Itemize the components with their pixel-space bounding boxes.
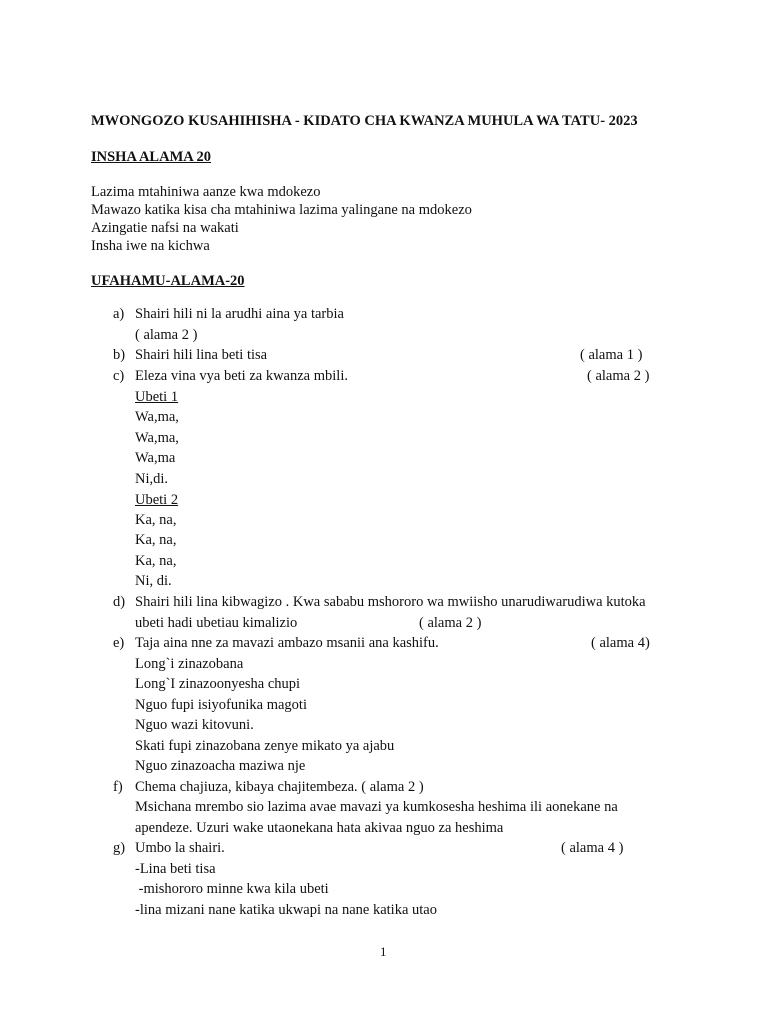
insha-line: Mawazo katika kisa cha mtahiniwa lazima yalingane na mdokezo	[91, 202, 472, 218]
answer-line: Nguo zinazoacha maziwa nje	[135, 758, 306, 774]
insha-line: Azingatie nafsi na wakati	[91, 220, 239, 236]
document-title: MWONGOZO KUSAHIHISHA - KIDATO CHA KWANZA MUHULA WA TATU- 2023	[91, 113, 638, 129]
item-mark-c: ( alama 2 )	[587, 368, 650, 384]
ubeti2-title: Ubeti 2	[135, 492, 179, 508]
answer-line: apendeze. Uzuri wake utaonekana hata akivaa nguo za heshima	[135, 820, 504, 836]
item-label-b: b)	[113, 347, 126, 363]
item-mark-g: ( alama 4 )	[561, 840, 624, 856]
answer-line: Long`i zinazobana	[135, 656, 244, 672]
insha-line: Insha iwe na kichwa	[91, 238, 210, 254]
item-text-d-cont: ubeti hadi ubetiau kimalizio	[135, 615, 298, 631]
item-text-d: Shairi hili lina kibwagizo . Kwa sababu mshororo wa mwiisho unarudiwarudiwa kutoka	[135, 594, 646, 610]
insha-heading: INSHA ALAMA 20	[91, 149, 212, 165]
item-label-f: f)	[113, 779, 123, 795]
item-label-e: e)	[113, 635, 125, 651]
ubeti1-line: Ni,di.	[135, 471, 169, 487]
answer-line: -lina mizani nane katika ukwapi na nane katika utao	[135, 902, 437, 918]
item-text-g: Umbo la shairi.	[135, 840, 225, 856]
ufahamu-heading: UFAHAMU-ALAMA-20	[91, 273, 245, 289]
item-mark-d: ( alama 2 )	[419, 615, 482, 631]
answer-line: Nguo fupi isiyofunika magoti	[135, 697, 307, 713]
item-text-c: Eleza vina vya beti za kwanza mbili.	[135, 368, 348, 384]
ubeti2-line: Ka, na,	[135, 532, 177, 548]
ubeti2-line: Ni, di.	[135, 573, 172, 589]
item-mark-b: ( alama 1 )	[580, 347, 643, 363]
insha-line: Lazima mtahiniwa aanze kwa mdokezo	[91, 184, 321, 200]
item-label-c: c)	[113, 368, 125, 384]
item-text-e: Taja aina nne za mavazi ambazo msanii ana kashifu.	[135, 635, 439, 651]
item-label-a: a)	[113, 306, 125, 322]
answer-line: -mishororo minne kwa kila ubeti	[135, 881, 329, 897]
item-mark-e: ( alama 4)	[591, 635, 650, 651]
answer-line: Long`I zinazoonyesha chupi	[135, 676, 301, 692]
item-text-a: Shairi hili ni la arudhi aina ya tarbia	[135, 306, 344, 322]
ubeti1-line: Wa,ma,	[135, 409, 179, 425]
item-text-b: Shairi hili lina beti tisa	[135, 347, 268, 363]
ubeti2-line: Ka, na,	[135, 553, 177, 569]
page-number: 1	[380, 944, 387, 959]
ubeti1-line: Wa,ma	[135, 450, 176, 466]
item-text-f: Chema chajiuza, kibaya chajitembeza. ( alama 2 )	[135, 779, 424, 795]
answer-line: -Lina beti tisa	[135, 861, 216, 877]
item-label-d: d)	[113, 594, 126, 610]
ubeti2-line: Ka, na,	[135, 512, 177, 528]
ubeti1-title: Ubeti 1	[135, 389, 179, 405]
item-label-g: g)	[113, 840, 126, 856]
answer-line: Nguo wazi kitovuni.	[135, 717, 254, 733]
ubeti1-line: Wa,ma,	[135, 430, 179, 446]
answer-line: Skati fupi zinazobana zenye mikato ya ajabu	[135, 738, 395, 754]
answer-line: Msichana mrembo sio lazima avae mavazi ya kumkosesha heshima ili aonekane na	[135, 799, 618, 815]
item-mark-a: ( alama 2 )	[135, 327, 198, 343]
